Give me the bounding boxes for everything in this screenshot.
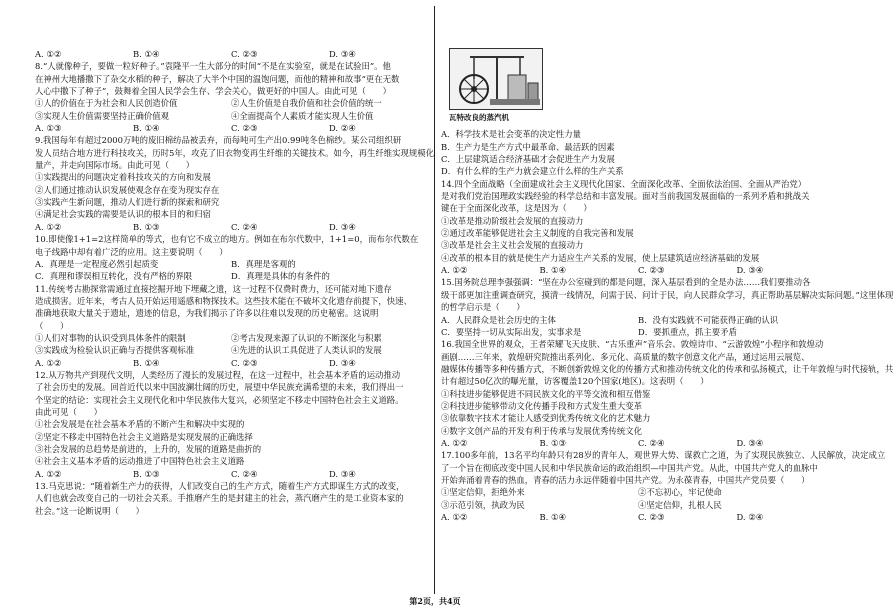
question-line: 是对我们党治国理政实践经验的科学总结和丰富发展。面对当前我国发展面临的一系列矛盾和挑战关 bbox=[441, 191, 810, 202]
answer-option: C. ②③ bbox=[231, 49, 258, 59]
answer-option: A. ①② bbox=[35, 49, 62, 59]
answer-option: D. ③④ bbox=[329, 49, 356, 59]
question-line: ②科技进步能够带动文化传播手段和方式发生重大变革 bbox=[441, 400, 642, 411]
question-line: 由此可见（ ） bbox=[35, 406, 102, 417]
answer-options-row bbox=[441, 326, 835, 338]
question-line: 级干部更加注重调查研究，摸清一线情况，问需于民、问计于民，向人民群众学习，真正帮助基层解决实际问题。”这里体现 bbox=[441, 289, 893, 300]
answer-option: ③实践成为检验认识正确与否提供客观标准 bbox=[35, 345, 195, 356]
question-line: ①社会发展是在社会基本矛盾的不断产生和解决中实现的 bbox=[35, 419, 245, 430]
answer-options-row bbox=[35, 48, 427, 60]
question-line: ①改革是推动阶级社会发展的直接动力 bbox=[441, 215, 584, 226]
answer-option: A. ①② bbox=[35, 221, 62, 232]
answer-option: A. ①② bbox=[35, 468, 62, 479]
question-line: ③改革是社会主义社会发展的直接动力 bbox=[441, 240, 584, 251]
answer-option: D．要抓重点，抓主要矛盾 bbox=[638, 326, 737, 337]
steam-engine-figure bbox=[449, 48, 543, 110]
question-line: A．科学技术是社会变革的决定性力量 bbox=[441, 129, 582, 140]
answer-option: C. ②④ bbox=[638, 437, 665, 448]
answer-option: D. ②④ bbox=[329, 123, 356, 134]
answer-options-row bbox=[35, 110, 427, 122]
answer-option: C. ②③ bbox=[231, 123, 258, 134]
answer-option: C. ②③ bbox=[231, 357, 258, 368]
question-line: B．生产力是生产方式中最革命、最活跃的因素 bbox=[441, 141, 615, 152]
question-line: 8.“人就像种子，要做一粒好种子。”袁隆平一生大部分的时间“不是在实验室，就是在试验田”。他 bbox=[35, 61, 391, 72]
answer-option: A. ①② bbox=[441, 265, 468, 276]
answer-options-row bbox=[441, 511, 835, 523]
answer-option: C．要坚持一切从实际出发，实事求是 bbox=[441, 326, 582, 337]
steam-engine-icon bbox=[450, 49, 542, 109]
question-line: 9.我国每年有超过2000万吨的废旧棉纺品被丢弃，而每吨可生产出0.99吨冬色棉纱。某公司组织研 bbox=[35, 135, 402, 146]
question-line: ②坚定不移走中国特色社会主义道路是实现发展的正确选择 bbox=[35, 431, 253, 442]
question-line: ②通过改革能够促进社会主义制度的自我完善和发展 bbox=[441, 228, 634, 239]
answer-options-row bbox=[35, 332, 427, 344]
answer-options-row bbox=[35, 97, 427, 109]
answer-option: B. ①③ bbox=[539, 437, 566, 448]
answer-options-row bbox=[35, 258, 427, 270]
answer-option: C. ②③ bbox=[638, 265, 665, 276]
question-line: 人心中撒下了种子”，鼓舞着全国人民学会生存、学会关心，做更好的中国人。由此可见（ ） bbox=[35, 86, 392, 97]
question-line: 开始奔涌着青春的热血，青春的活力永远伴随着中国共产党。为永葆青春，中国共产党员要（ ） bbox=[441, 474, 810, 485]
question-line: 发人员结合地方进行科技攻关，历时5年，攻克了旧衣物变再生纤维的关键技术。如今，再生纤维实现规模化 bbox=[35, 147, 434, 158]
answer-option: ③实现人生价值需要坚持正确价值观 bbox=[35, 110, 169, 121]
question-line: ③依靠数字技术才能让人感受到优秀传统文化的艺术魅力 bbox=[441, 413, 651, 424]
answer-option: B. ①④ bbox=[133, 123, 160, 134]
answer-option: C．真理和谬误相互转化，没有严格的界限 bbox=[35, 271, 193, 282]
question-line: 社会。”这一论断说明（ ） bbox=[35, 505, 144, 516]
question-line: ④数字文创产品的开发有利于传承与发展优秀传统文化 bbox=[441, 425, 642, 436]
question-line: 12.从万物共产到现代文明，人类经历了漫长的发展过程，在这一过程中，社会基本矛盾的运动推动 bbox=[35, 369, 401, 380]
answer-option: ①坚定信仰，拒绝外来 bbox=[441, 487, 525, 498]
question-line: 的哲学启示是（ ） bbox=[441, 302, 525, 313]
answer-option: D. ②④ bbox=[736, 512, 764, 522]
answer-options-row bbox=[35, 468, 427, 480]
answer-option: ③示范引领，执政为民 bbox=[441, 499, 525, 510]
question-line: ①科技进步能够促进不同民族文化的平等交流和相互借鉴 bbox=[441, 388, 651, 399]
answer-option: ①人的价值在于为社会和人民创造价值 bbox=[35, 98, 178, 109]
question-line: ④社会主义基本矛盾的运动推进了中国特色社会主义道路 bbox=[35, 456, 245, 467]
question-line: 个坚定的结论：实现社会主义现代化和中华民族伟大复兴，必须坚定不移走中国特色社会主义道路。 bbox=[35, 394, 404, 405]
answer-options-row bbox=[441, 486, 835, 498]
answer-options-row bbox=[35, 344, 427, 356]
answer-option: ②考古发现来源了认识的不断深化与积累 bbox=[231, 332, 382, 343]
question-line: （ ） bbox=[35, 320, 69, 331]
question-line: 准确地获取大量关于遗址，遗迹的信息，为我们揭示了许多以往难以发现的历史秘密。这说明 bbox=[35, 308, 379, 319]
answer-option: ②人生价值是自我价值和社会价值的统一 bbox=[231, 98, 382, 109]
answer-option: C. ②③ bbox=[638, 512, 665, 522]
answer-options-row bbox=[441, 499, 835, 511]
answer-options-row bbox=[35, 270, 427, 282]
answer-options-row bbox=[35, 357, 427, 369]
answer-option: C. ②④ bbox=[231, 468, 258, 479]
answer-option: ①人们对事物的认识受到具体条件的限制 bbox=[35, 332, 186, 343]
question-line: ③社会发展的总趋势是前进的，上升的，发展的道路是曲折的 bbox=[35, 444, 262, 454]
page-footer: 第2页，共4页 bbox=[409, 596, 461, 606]
question-line: D．有什么样的生产力就会建立什么样的生产关系 bbox=[441, 166, 624, 177]
answer-options-row bbox=[441, 437, 835, 449]
answer-option: B. ①③ bbox=[133, 468, 160, 479]
answer-options-row bbox=[441, 314, 835, 326]
question-line: 13.马克思说：“随着新生产力的获得，人们改变自己的生产方式，随着生产方式即谋生方式的改变， bbox=[35, 481, 405, 492]
answer-option: ②不忘初心，牢记使命 bbox=[638, 487, 722, 498]
column-divider bbox=[434, 6, 435, 594]
question-line: 造成损害。近年来，考古人员开始运用遥感和物探技术。这些技术能在不破坏文化遗存前提下，快速、 bbox=[35, 295, 412, 306]
question-line: 15.国务院总理李强强调：“坚在办公室碰到的都是问题，深入基层看到的全是办法……我们要推动各 bbox=[441, 277, 811, 288]
answer-option: C. ②④ bbox=[231, 221, 258, 232]
question-line: 10.即使像1+1=2这样简单的等式，也有它不成立的地方。例如在布尔代数中，1+1=0，而布尔代数在 bbox=[35, 234, 419, 245]
right-column bbox=[441, 42, 893, 523]
answer-option: B. ①③ bbox=[133, 221, 160, 232]
answer-option: ④全面提高个人素质才能实现人生价值 bbox=[231, 110, 374, 121]
answer-option: A．人民群众是社会历史的主体 bbox=[441, 314, 556, 325]
answer-options-row bbox=[35, 122, 427, 134]
question-line: 了一个旨在彻底改变中国人民和中华民族命运的政治组织—中国共产党。从此，中国共产党人的血脉中 bbox=[441, 462, 818, 473]
answer-options-row bbox=[441, 264, 835, 276]
question-line: 计有超过50亿次的曝光量，访客覆盖120个国家(地区)。这表明（ ） bbox=[441, 376, 709, 387]
question-line: 融媒体传播等多种传播方式，不断创新敦煌文化的传播方式和推动传统文化的传承和弘扬模式，让千年敦煌与时代接轨，共 bbox=[441, 363, 893, 374]
question-line: ②人们通过推动认识发展使观念存在变为现实存在 bbox=[35, 184, 220, 195]
answer-option: D．真理是具体的有条件的 bbox=[231, 271, 330, 282]
question-line: 了社会历史的发展。回首近代以来中国波澜壮阔的历史，展望中华民族充满希望的未来，我们得出一 bbox=[35, 382, 404, 393]
question-line: ④满足社会实践的需要是认识的根本目的和归宿 bbox=[35, 209, 211, 220]
question-line: 画剧……三年来，敦煌研究院推出系列化、多元化、高质量的数字创意文化产品，通过运用云展览、 bbox=[441, 351, 810, 362]
answer-option: ④坚定信仰，扎根人民 bbox=[638, 499, 722, 510]
answer-options-row bbox=[35, 221, 427, 233]
question-line: 在神州大地播撒下了杂交水稻的种子，解决了大半个中国的温饱问题，而他的精神和故事“更在无数 bbox=[35, 73, 400, 84]
question-line: 量产，并走向国际市场。由此可见（ ） bbox=[35, 160, 195, 171]
answer-option: B. ①④ bbox=[133, 357, 160, 368]
answer-option: A. ①② bbox=[441, 512, 468, 522]
answer-option: B. ①④ bbox=[539, 265, 566, 276]
answer-option: A. ①③ bbox=[35, 123, 62, 134]
answer-option: B. ①④ bbox=[133, 49, 160, 59]
question-line: ④改革的根本目的就是使生产力适应生产关系的发展，使上层建筑适应经济基础的发展 bbox=[441, 252, 760, 263]
question-line: ①实践提出的问题决定着科技攻关的方向和发展 bbox=[35, 172, 211, 183]
answer-option: ④先进的认识工具促进了人类认识的发展 bbox=[231, 345, 382, 356]
left-column bbox=[35, 48, 434, 517]
figure-caption: 瓦特改良的蒸汽机 bbox=[449, 113, 509, 122]
answer-option: D. ③④ bbox=[329, 221, 356, 232]
question-line: ③实践产生新问题，推动人们进行新的探索和研究 bbox=[35, 197, 220, 208]
answer-option: A．真理是一定程度必然引起质变 bbox=[35, 258, 159, 269]
question-line: 键在于全面深化改革，这是因为（ ） bbox=[441, 203, 592, 214]
question-line: 电子线路中却有着广泛的应用。这主要说明（ ） bbox=[35, 246, 228, 257]
answer-option: D. ③④ bbox=[329, 357, 356, 368]
answer-option: A. ①② bbox=[35, 357, 62, 368]
question-line: 14.四个全面战略（全面建成社会主义现代化国家、全面深化改革、全面依法治国、全面从严治党） bbox=[441, 178, 807, 189]
answer-option: B．真理是客观的 bbox=[231, 258, 296, 269]
answer-option: D. ③④ bbox=[329, 468, 356, 479]
question-line: 17.100多年前，13名平均年龄只有28岁的青年人，观世界大势、谋救亡之道，为了实现民族独立、人民解放，决定成立 bbox=[441, 450, 886, 461]
answer-option: B. ①④ bbox=[539, 512, 566, 522]
answer-option: A. ①② bbox=[441, 437, 468, 448]
question-line: 11.传统考古勘探常需通过直接挖掘开地下埋藏之遗，这一过程不仅费时费力，还可能对地下遗存 bbox=[35, 283, 392, 294]
question-line: 人们也就会改变自己的一切社会关系。手推磨产生的是封建主的社会，蒸汽磨产生的是工业资本家的 bbox=[35, 493, 404, 504]
answer-option: D. ③④ bbox=[736, 437, 764, 448]
question-line: 16.我国全世界的观众，王者荣耀飞天皮肤、“古乐重声”音乐会、敦煌诗巾、“云游敦煌”小程序和敦煌动 bbox=[441, 339, 824, 350]
answer-option: B．没有实践就不可能获得正确的认识 bbox=[638, 314, 779, 325]
answer-option: D. ③④ bbox=[736, 265, 764, 276]
question-line: C．上层建筑适合经济基础才会促进生产力发展 bbox=[441, 154, 615, 165]
